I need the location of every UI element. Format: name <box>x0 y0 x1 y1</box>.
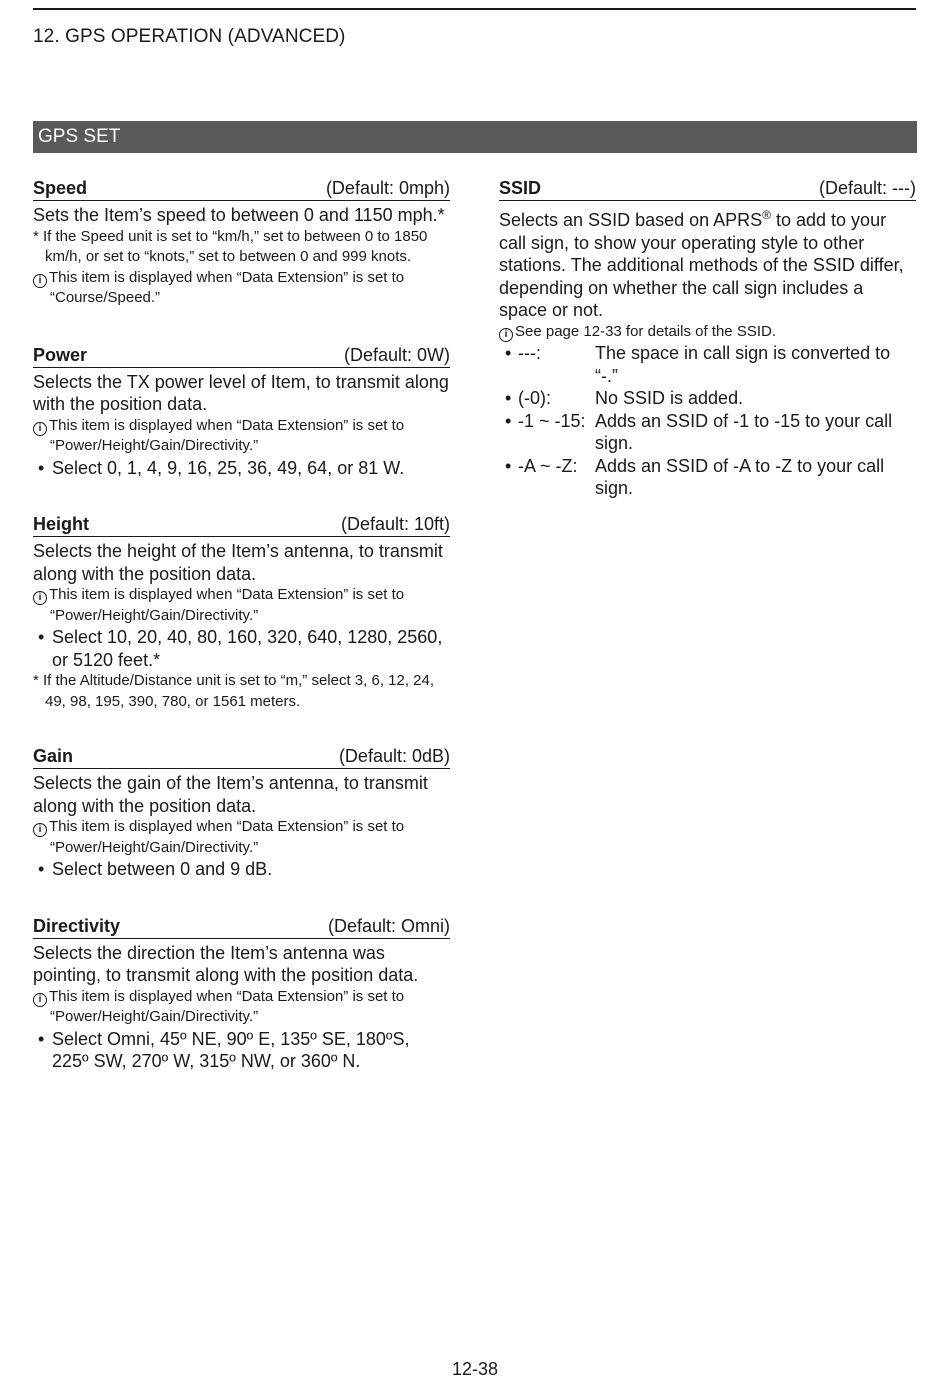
speed-footnote: * If the Speed unit is set to “km/h,” set to between 0 to 1850 km/h, or set to “knots,” set to between 0 and 999 knots. <box>33 227 428 265</box>
speed-item <box>33 177 450 309</box>
ssid-option-value: Adds an SSID of -A to -Z to your call sign. <box>595 455 885 498</box>
directivity-title: Directivity <box>33 915 121 936</box>
power-default: (Default: 0W) <box>343 344 450 365</box>
height-options: • Select 10, 20, 40, 80, 160, 320, 640, 1280, 2560, or 5120 feet.* <box>33 626 450 671</box>
ssid-option <box>499 410 916 455</box>
info-circle-icon: i <box>33 274 47 288</box>
ssid-default: (Default: ---) <box>818 178 916 198</box>
speed-info-note <box>33 268 450 309</box>
ssid-description <box>499 204 916 322</box>
left-column <box>33 177 450 1073</box>
height-default: (Default: 10ft) <box>340 514 450 534</box>
ssid-title: SSID <box>499 178 542 198</box>
page-number: 12-38 <box>451 1359 499 1379</box>
gain-info-text: This item is displayed when “Data Extension” is set to “Power/Height/Gain/Directivity.” <box>49 818 405 856</box>
height-info-note <box>33 585 450 626</box>
speed-title: Speed <box>33 178 88 198</box>
info-circle-icon: i <box>499 328 513 342</box>
info-circle-icon: i <box>33 823 47 837</box>
info-circle-icon: i <box>33 591 47 605</box>
height-footnote: * If the Altitude/Distance unit is set to “m,” select 3, 6, 12, 24, 49, 98, 195, 390, 780, or 1561 meters. <box>33 672 435 710</box>
power-options: • Select 0, 1, 4, 9, 16, 25, 36, 49, 64, or 81 W. <box>33 457 450 480</box>
ssid-option <box>499 455 916 500</box>
power-heading <box>33 344 450 368</box>
gain-description: Selects the gain of the Item’s antenna, to transmit along with the position data. <box>33 773 428 816</box>
info-circle-icon: i <box>33 422 47 436</box>
speed-heading <box>33 177 450 201</box>
ssid-option <box>499 387 916 410</box>
gain-info-note <box>33 817 450 858</box>
height-info-text: This item is displayed when “Data Extension” is set to “Power/Height/Gain/Directivity.” <box>49 586 405 624</box>
power-item <box>33 344 450 480</box>
gain-default: (Default: 0dB) <box>338 746 450 766</box>
height-description: Selects the height of the Item’s antenna, to transmit along with the position data. <box>33 541 443 584</box>
gain-item <box>33 745 450 881</box>
directivity-info-text: This item is displayed when “Data Extension” is set to “Power/Height/Gain/Directivity.” <box>49 987 405 1025</box>
ssid-desc-start: Selects an SSID based on APRS <box>499 210 763 230</box>
speed-description: Sets the Item’s speed to between 0 and 1150 mph.* <box>33 205 445 225</box>
directivity-info-note <box>33 987 450 1028</box>
info-circle-icon: i <box>33 993 47 1007</box>
ssid-option <box>499 342 916 387</box>
gain-title: Gain <box>33 746 74 766</box>
height-heading <box>33 513 450 537</box>
ssid-option-key: • -1 ~ -15: <box>499 410 595 455</box>
ssid-option-key: • -A ~ -Z: <box>499 455 595 500</box>
gain-heading <box>33 745 450 769</box>
chapter-heading: 12. GPS OPERATION (ADVANCED) <box>33 26 346 47</box>
ssid-desc-end: to add to your call sign, to show your operating style to other stations. The additional methods of the SSID differ, depending on whether the call sign includes a space or not. <box>499 210 904 320</box>
ssid-info-note <box>499 322 916 343</box>
ssid-option-value: No SSID is added. <box>595 388 744 408</box>
power-title: Power <box>33 344 88 365</box>
ssid-options-list <box>499 342 916 500</box>
directivity-default: (Default: Omni) <box>327 915 450 936</box>
section-title-bar: GPS SET <box>33 121 917 153</box>
ssid-item <box>499 177 916 500</box>
ssid-info-text: See page 12-33 for details of the SSID. <box>515 322 776 340</box>
directivity-description: Selects the direction the Item’s antenna was pointing, to transmit along with the position data. <box>33 942 419 985</box>
ssid-option-value: The space in call sign is converted to “-.” <box>595 343 891 386</box>
ssid-option-key: • (-0): <box>499 387 595 410</box>
ssid-option-value: Adds an SSID of -1 to -15 to your call sign. <box>595 410 893 453</box>
ssid-heading <box>499 177 916 201</box>
power-description: Selects the TX power level of Item, to transmit along with the position data. <box>33 371 449 414</box>
height-item <box>33 513 450 712</box>
directivity-item <box>33 915 450 1073</box>
right-column <box>499 177 916 500</box>
height-title: Height <box>33 514 89 534</box>
top-rule <box>33 8 916 10</box>
power-info-text: This item is displayed when “Data Extension” is set to “Power/Height/Gain/Directivity.” <box>49 416 405 454</box>
ssid-option-key: • ---: <box>499 342 595 387</box>
registered-mark: ® <box>762 208 771 222</box>
speed-default: (Default: 0mph) <box>325 178 450 198</box>
power-info-note <box>33 416 450 457</box>
speed-info-text: This item is displayed when “Data Extension” is set to “Course/Speed.” <box>49 268 405 306</box>
directivity-options: • Select Omni, 45º NE, 90º E, 135º SE, 180ºS, 225º SW, 270º W, 315º NW, or 360º N. <box>33 1028 450 1073</box>
gain-options: • Select between 0 and 9 dB. <box>33 858 450 881</box>
directivity-heading <box>33 915 450 939</box>
